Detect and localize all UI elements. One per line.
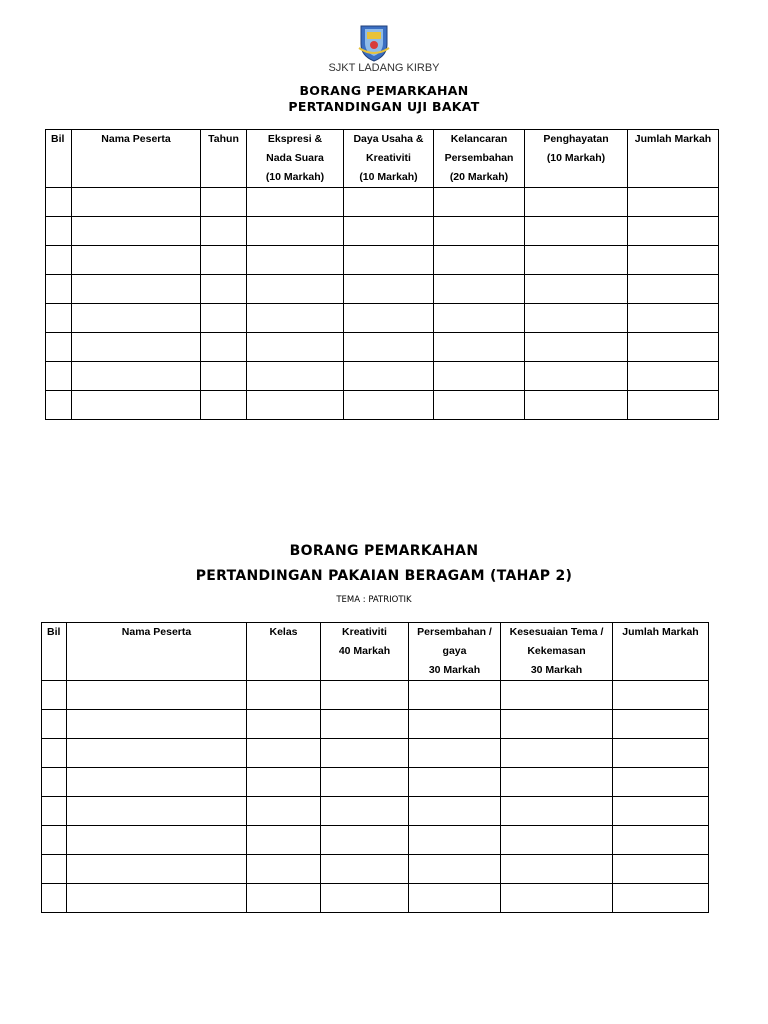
empty-score-cell xyxy=(46,362,72,391)
column-header-line: (10 Markah) xyxy=(359,171,418,183)
empty-score-cell xyxy=(409,768,501,797)
empty-score-cell xyxy=(42,739,67,768)
empty-score-cell xyxy=(247,391,344,420)
empty-score-cell xyxy=(67,710,247,739)
empty-score-cell xyxy=(501,710,613,739)
column-header-line: Nada Suara xyxy=(266,152,324,164)
column-header xyxy=(344,130,434,188)
empty-score-cell xyxy=(434,391,525,420)
empty-score-cell xyxy=(501,797,613,826)
empty-score-cell xyxy=(247,797,321,826)
empty-score-cell xyxy=(525,362,628,391)
empty-score-cell xyxy=(344,391,434,420)
empty-score-cell xyxy=(247,217,344,246)
column-header xyxy=(42,623,67,681)
column-header xyxy=(46,130,72,188)
empty-score-cell xyxy=(46,188,72,217)
column-header xyxy=(72,130,201,188)
column-header-line: Kelas xyxy=(269,626,298,638)
empty-score-cell xyxy=(42,768,67,797)
empty-score-cell xyxy=(321,739,409,768)
table-row xyxy=(46,275,719,304)
empty-score-cell xyxy=(247,826,321,855)
empty-score-cell xyxy=(67,739,247,768)
empty-score-cell xyxy=(613,797,709,826)
empty-score-cell xyxy=(247,768,321,797)
table-row xyxy=(42,797,709,826)
table-row xyxy=(42,768,709,797)
empty-score-cell xyxy=(409,797,501,826)
empty-score-cell xyxy=(46,333,72,362)
column-header-line: Kelancaran xyxy=(450,133,508,145)
empty-score-cell xyxy=(247,855,321,884)
table-header-row xyxy=(42,623,709,681)
column-header xyxy=(67,623,247,681)
empty-score-cell xyxy=(409,710,501,739)
empty-score-cell xyxy=(247,246,344,275)
form1-title: BORANG PEMARKAHAN xyxy=(299,83,469,98)
empty-score-cell xyxy=(321,797,409,826)
empty-score-cell xyxy=(628,391,719,420)
empty-score-cell xyxy=(201,188,247,217)
empty-score-cell xyxy=(42,681,67,710)
empty-score-cell xyxy=(434,217,525,246)
empty-score-cell xyxy=(525,391,628,420)
empty-score-cell xyxy=(434,275,525,304)
table-row xyxy=(46,217,719,246)
empty-score-cell xyxy=(201,304,247,333)
column-header-line: Kekemasan xyxy=(527,645,586,657)
empty-score-cell xyxy=(409,855,501,884)
empty-score-cell xyxy=(613,768,709,797)
column-header xyxy=(247,623,321,681)
table-row xyxy=(42,739,709,768)
empty-score-cell xyxy=(247,275,344,304)
column-header xyxy=(201,130,247,188)
empty-score-cell xyxy=(201,362,247,391)
empty-score-cell xyxy=(525,275,628,304)
empty-score-cell xyxy=(613,681,709,710)
column-header-line: Ekspresi & xyxy=(267,133,323,145)
empty-score-cell xyxy=(344,188,434,217)
column-header-line: 30 Markah xyxy=(530,664,583,676)
table-row xyxy=(46,391,719,420)
form1-subtitle: PERTANDINGAN UJI BAKAT xyxy=(288,99,480,114)
empty-score-cell xyxy=(525,304,628,333)
empty-score-cell xyxy=(201,333,247,362)
empty-score-cell xyxy=(628,188,719,217)
empty-score-cell xyxy=(628,246,719,275)
empty-score-cell xyxy=(344,217,434,246)
column-header-line: Jumlah Markah xyxy=(634,133,712,145)
column-header-line: Nama Peserta xyxy=(121,626,192,638)
empty-score-cell xyxy=(67,884,247,913)
empty-score-cell xyxy=(72,246,201,275)
table-row xyxy=(46,304,719,333)
empty-score-cell xyxy=(201,217,247,246)
form1-score-table xyxy=(45,129,719,420)
empty-score-cell xyxy=(501,826,613,855)
column-header xyxy=(613,623,709,681)
empty-score-cell xyxy=(613,710,709,739)
empty-score-cell xyxy=(628,217,719,246)
column-header-line: (10 Markah) xyxy=(546,152,606,164)
empty-score-cell xyxy=(46,217,72,246)
column-header-line: Jumlah Markah xyxy=(622,626,699,638)
empty-score-cell xyxy=(321,768,409,797)
empty-score-cell xyxy=(501,681,613,710)
column-header-line: Kesesuaian Tema / xyxy=(509,626,604,638)
empty-score-cell xyxy=(525,333,628,362)
table-row xyxy=(42,681,709,710)
empty-score-cell xyxy=(501,884,613,913)
empty-score-cell xyxy=(628,333,719,362)
empty-score-cell xyxy=(247,333,344,362)
empty-score-cell xyxy=(409,739,501,768)
empty-score-cell xyxy=(321,884,409,913)
empty-score-cell xyxy=(344,333,434,362)
empty-score-cell xyxy=(67,768,247,797)
table-row xyxy=(42,710,709,739)
empty-score-cell xyxy=(72,333,201,362)
column-header xyxy=(247,130,344,188)
empty-score-cell xyxy=(321,855,409,884)
empty-score-cell xyxy=(201,275,247,304)
table-row xyxy=(46,362,719,391)
table-row xyxy=(46,246,719,275)
column-header-line: gaya xyxy=(442,645,467,657)
table-row xyxy=(42,884,709,913)
empty-score-cell xyxy=(42,797,67,826)
table-row xyxy=(42,855,709,884)
empty-score-cell xyxy=(67,797,247,826)
column-header-line: Kreativiti xyxy=(366,152,411,164)
empty-score-cell xyxy=(344,304,434,333)
empty-score-cell xyxy=(628,275,719,304)
empty-score-cell xyxy=(434,333,525,362)
column-header-line: Persembahan / xyxy=(417,626,492,638)
column-header-line: Bil xyxy=(47,626,61,638)
table-header-row xyxy=(46,130,719,188)
empty-score-cell xyxy=(321,826,409,855)
empty-score-cell xyxy=(434,188,525,217)
column-header-line: Daya Usaha & xyxy=(353,133,424,145)
empty-score-cell xyxy=(46,246,72,275)
school-crest-icon xyxy=(357,24,391,62)
column-header xyxy=(628,130,719,188)
empty-score-cell xyxy=(613,826,709,855)
empty-score-cell xyxy=(321,681,409,710)
empty-score-cell xyxy=(42,855,67,884)
empty-score-cell xyxy=(525,188,628,217)
empty-score-cell xyxy=(72,275,201,304)
column-header-line: Kreativiti xyxy=(342,626,387,638)
column-header-line: Nama Peserta xyxy=(101,133,171,145)
empty-score-cell xyxy=(409,681,501,710)
empty-score-cell xyxy=(525,217,628,246)
table-row xyxy=(46,333,719,362)
form2-theme: TEMA : PATRIOTIK xyxy=(336,595,412,605)
column-header-line: Persembahan xyxy=(444,152,514,164)
empty-score-cell xyxy=(42,884,67,913)
empty-score-cell xyxy=(67,826,247,855)
empty-score-cell xyxy=(247,188,344,217)
column-header xyxy=(525,130,628,188)
empty-score-cell xyxy=(434,304,525,333)
form2-score-table xyxy=(41,622,709,913)
empty-score-cell xyxy=(201,391,247,420)
column-header-line: Penghayatan xyxy=(543,133,609,145)
empty-score-cell xyxy=(525,246,628,275)
empty-score-cell xyxy=(247,362,344,391)
empty-score-cell xyxy=(247,304,344,333)
column-header-line: Bil xyxy=(51,133,65,145)
empty-score-cell xyxy=(409,826,501,855)
empty-score-cell xyxy=(247,710,321,739)
empty-score-cell xyxy=(46,304,72,333)
empty-score-cell xyxy=(247,681,321,710)
empty-score-cell xyxy=(247,739,321,768)
column-header-line: (10 Markah) xyxy=(265,171,325,183)
empty-score-cell xyxy=(344,246,434,275)
column-header-line: 40 Markah xyxy=(338,645,391,657)
form2-subtitle: PERTANDINGAN PAKAIAN BERAGAM (TAHAP 2) xyxy=(195,568,573,584)
empty-score-cell xyxy=(201,246,247,275)
empty-score-cell xyxy=(613,739,709,768)
empty-score-cell xyxy=(501,739,613,768)
empty-score-cell xyxy=(409,884,501,913)
empty-score-cell xyxy=(344,362,434,391)
empty-score-cell xyxy=(434,246,525,275)
empty-score-cell xyxy=(46,391,72,420)
column-header xyxy=(434,130,525,188)
empty-score-cell xyxy=(501,768,613,797)
school-name: SJKT LADANG KIRBY xyxy=(328,62,440,74)
empty-score-cell xyxy=(67,855,247,884)
empty-score-cell xyxy=(434,362,525,391)
column-header-line: (20 Markah) xyxy=(449,171,509,183)
empty-score-cell xyxy=(72,217,201,246)
empty-score-cell xyxy=(72,304,201,333)
empty-score-cell xyxy=(42,710,67,739)
empty-score-cell xyxy=(628,304,719,333)
column-header xyxy=(501,623,613,681)
column-header-line: Tahun xyxy=(208,133,239,145)
empty-score-cell xyxy=(501,855,613,884)
column-header-line: 30 Markah xyxy=(428,664,481,676)
empty-score-cell xyxy=(613,855,709,884)
empty-score-cell xyxy=(42,826,67,855)
empty-score-cell xyxy=(67,681,247,710)
column-header xyxy=(409,623,501,681)
form2-title: BORANG PEMARKAHAN xyxy=(289,543,479,559)
empty-score-cell xyxy=(72,188,201,217)
empty-score-cell xyxy=(628,362,719,391)
empty-score-cell xyxy=(613,884,709,913)
empty-score-cell xyxy=(321,710,409,739)
table-row xyxy=(42,826,709,855)
table-row xyxy=(46,188,719,217)
empty-score-cell xyxy=(247,884,321,913)
empty-score-cell xyxy=(72,391,201,420)
column-header xyxy=(321,623,409,681)
empty-score-cell xyxy=(72,362,201,391)
empty-score-cell xyxy=(344,275,434,304)
empty-score-cell xyxy=(46,275,72,304)
